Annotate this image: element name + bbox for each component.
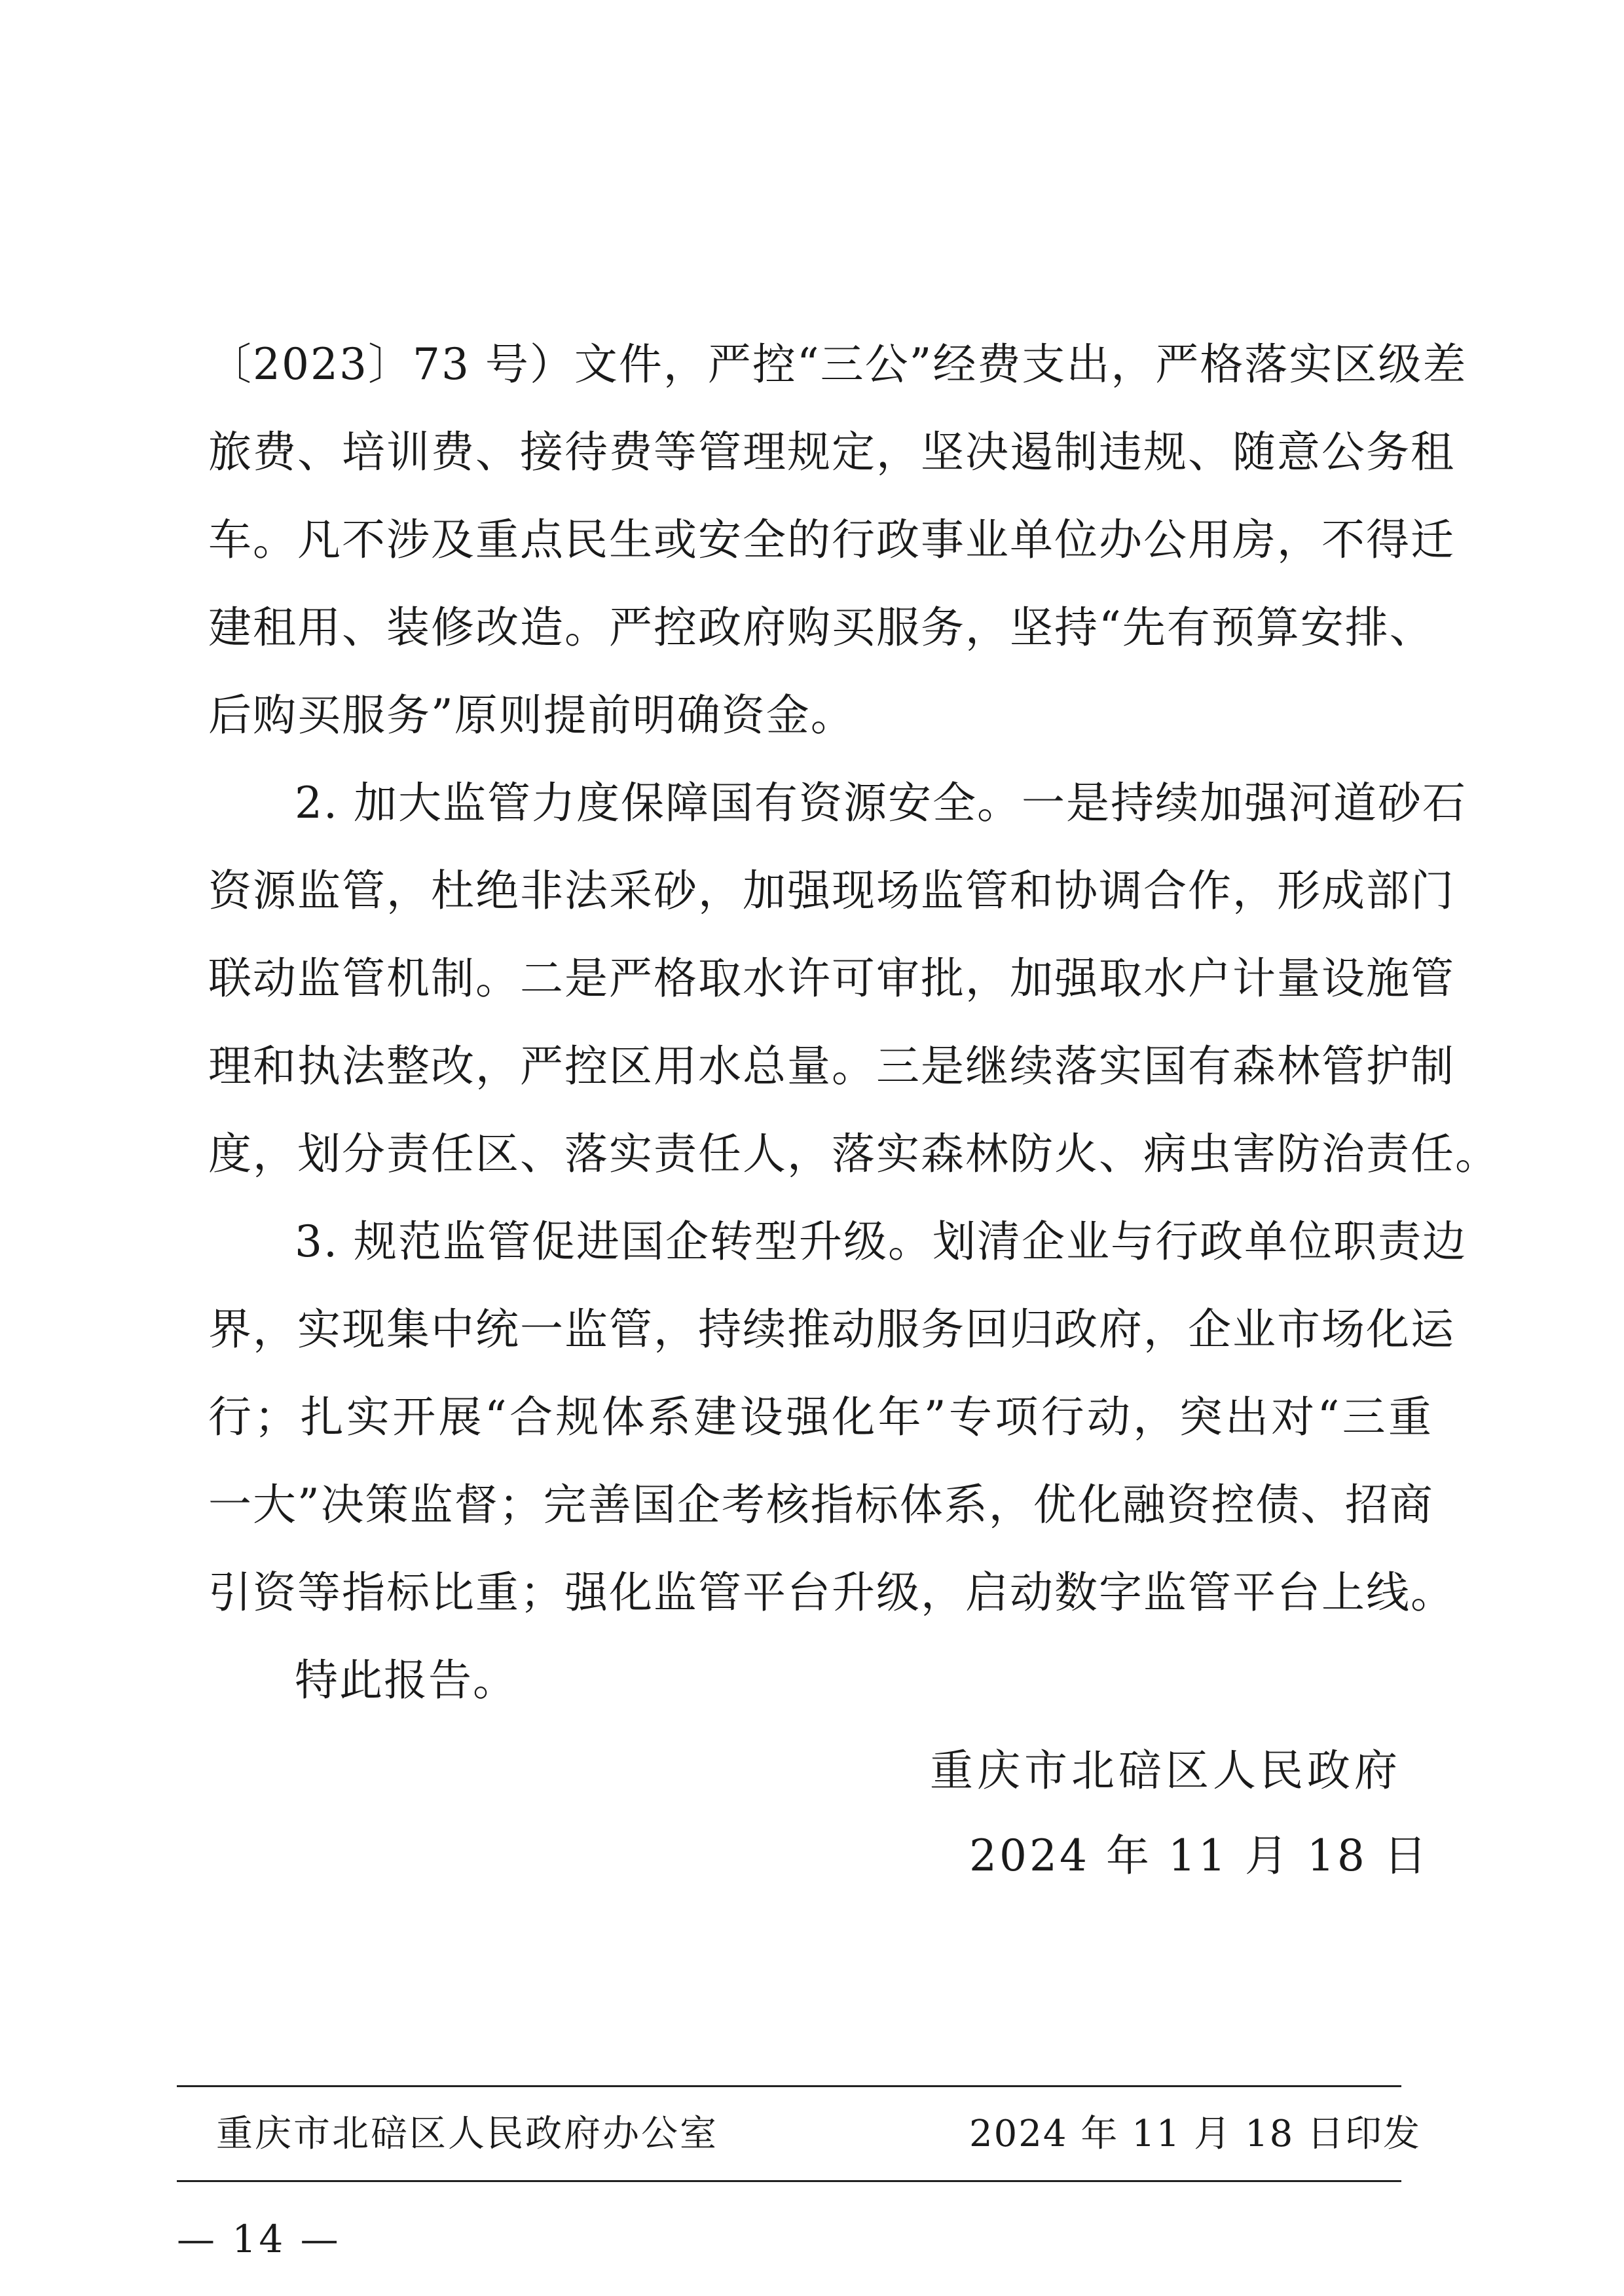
body-line-13: 行；扎实开展“合规体系建设强化年”专项行动，突出对“三重 [208, 1392, 1433, 1442]
body-line-4: 建租用、装修改造。严控政府购买服务，坚持“先有预算安排、 [208, 602, 1434, 653]
body-line-5: 后购买服务”原则提前明确资金。 [208, 690, 855, 740]
footer-issue-date: 2024 年 11 月 18 日印发 [969, 2113, 1422, 2155]
body-line-3: 车。凡不涉及重点民生或安全的行政事业单位办公用房，不得迁 [208, 515, 1455, 565]
body-line-1: 〔2023〕73 号）文件，严控“三公”经费支出，严格落实区级差 [208, 339, 1467, 390]
body-line-10: 度，划分责任区、落实责任人，落实森林防火、病虫害防治责任。 [208, 1129, 1500, 1179]
signature-date: 2024 年 11 月 18 日 [969, 1831, 1430, 1881]
report-body [208, 321, 1500, 1724]
section-2-heading-line: 2. 加大监管力度保障国有资源安全。一是持续加强河道砂石 [295, 778, 1467, 828]
footer-issuer: 重庆市北碚区人民政府办公室 [216, 2113, 718, 2155]
signature-organization: 重庆市北碚区人民政府 [930, 1745, 1401, 1796]
body-line-15: 引资等指标比重；强化监管平台升级，启动数字监管平台上线。 [208, 1567, 1455, 1618]
page-number: — 14 — [177, 2217, 341, 2261]
body-line-14: 一大”决策监督；完善国企考核指标体系，优化融资控债、招商 [208, 1480, 1434, 1530]
footer-top-rule [177, 2085, 1401, 2087]
closing-remark: 特此报告。 [295, 1655, 517, 1705]
body-line-7: 资源监管，杜绝非法采砂，加强现场监管和协调合作，形成部门 [208, 866, 1455, 916]
body-line-8: 联动监管机制。二是严格取水许可审批，加强取水户计量设施管 [208, 953, 1455, 1004]
body-line-9: 理和执法整改，严控区用水总量。三是继续落实国有森林管护制 [208, 1041, 1455, 1091]
footer-bottom-rule [177, 2180, 1401, 2182]
section-3-heading-line: 3. 规范监管促进国企转型升级。划清企业与行政单位职责边 [295, 1216, 1467, 1267]
body-line-2: 旅费、培训费、接待费等管理规定，坚决遏制违规、随意公务租 [208, 427, 1455, 477]
body-line-12: 界，实现集中统一监管，持续推动服务回归政府，企业市场化运 [208, 1304, 1455, 1355]
